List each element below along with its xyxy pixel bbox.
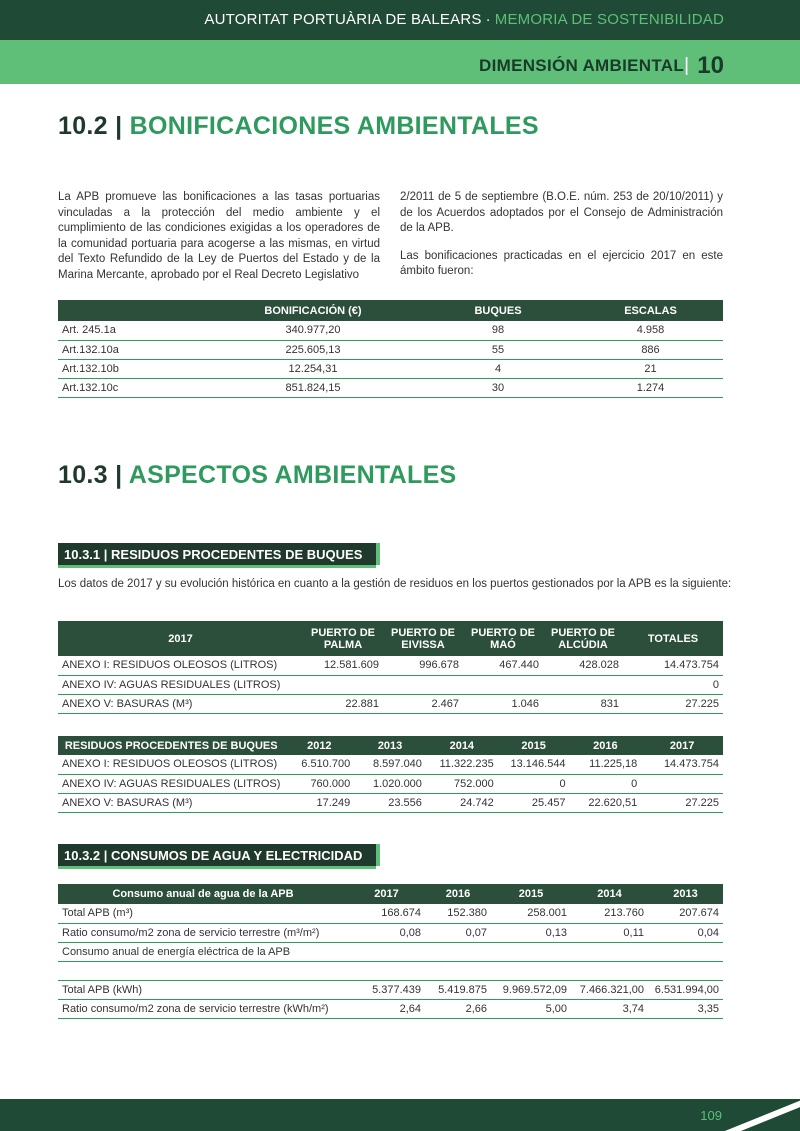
table-cell: 98: [418, 321, 578, 340]
table-cell: [491, 961, 571, 980]
table-cell: 258.001: [491, 904, 571, 923]
table-cell: [58, 961, 348, 980]
table-row: [58, 656, 723, 675]
table-cell: Art.132.10a: [58, 340, 208, 359]
table-cell: 9.969.572,09: [491, 980, 571, 999]
subsection-underline: [58, 565, 376, 568]
table-row: [58, 942, 723, 961]
paragraph-col-2: [400, 190, 723, 280]
table-row: [58, 378, 723, 397]
table-cell: 55: [418, 340, 578, 359]
table-cell: [543, 675, 623, 694]
table-cell: [641, 774, 723, 793]
table-header-cell: RESIDUOS PROCEDENTES DE BUQUES: [58, 736, 284, 755]
table-cell: 12.254,31: [208, 359, 418, 378]
table-cell: 207.674: [648, 904, 723, 923]
table-header-cell: 2017: [641, 736, 723, 755]
table-header-cell: BUQUES: [418, 300, 578, 321]
table-cell: 2,64: [348, 999, 425, 1018]
footer-bar: [0, 1099, 800, 1131]
table-cell: 996.678: [383, 656, 463, 675]
table-cell: 225.605,13: [208, 340, 418, 359]
table-cell: Ratio consumo/m2 zona de servicio terrestre (kWh/m²): [58, 999, 348, 1018]
table-cell: 30: [418, 378, 578, 397]
table-cell: [648, 961, 723, 980]
table-header-cell: Consumo anual de agua de la APB: [58, 884, 348, 904]
residuos-intro: Los datos de 2017 y su evolución histórica en cuanto a la gestión de residuos en los puertos gestionados por la APB es la siguiente:: [58, 578, 732, 590]
table-cell: 7.466.321,00: [571, 980, 648, 999]
table-cell: 760.000: [284, 774, 354, 793]
table-header-cell: ESCALAS: [578, 300, 723, 321]
table-header-cell: PUERTO DE EIVISSA: [383, 621, 463, 656]
table-cell: 6.531.994,00: [648, 980, 723, 999]
table-cell: 6.510.700: [284, 755, 354, 774]
table-cell: 340.977,20: [208, 321, 418, 340]
table-cell: 467.440: [463, 656, 543, 675]
subsection-10-3-2-label: [58, 844, 376, 866]
table-cell: 168.674: [348, 904, 425, 923]
table-header-cell: TOTALES: [623, 621, 723, 656]
table-cell: [491, 942, 571, 961]
page-number: 109: [700, 1108, 722, 1123]
table-cell: ANEXO V: BASURAS (M³): [58, 793, 284, 812]
table-cell: [348, 942, 425, 961]
table-cell: Art.132.10c: [58, 378, 208, 397]
table-header-cell: 2017: [58, 621, 303, 656]
table-cell: 23.556: [354, 793, 426, 812]
table-row: [58, 904, 723, 923]
footer-decoration: [720, 1099, 800, 1131]
table-cell: 14.473.754: [641, 755, 723, 774]
table-row: [58, 675, 723, 694]
table-cell: [348, 961, 425, 980]
table-cell: 1.046: [463, 694, 543, 713]
table-header-cell: 2014: [426, 736, 498, 755]
table-row: [58, 774, 723, 793]
table-cell: 1.020.000: [354, 774, 426, 793]
header-title: [204, 11, 724, 28]
table-cell: 428.028: [543, 656, 623, 675]
table-cell: 4: [418, 359, 578, 378]
table-header-cell: 2017: [348, 884, 425, 904]
table-cell: 0,07: [425, 923, 491, 942]
subsection-10-3-1-label: [58, 543, 376, 565]
table-cell: 8.597.040: [354, 755, 426, 774]
table-cell: 14.473.754: [623, 656, 723, 675]
table-cell: ANEXO IV: AGUAS RESIDUALES (LITROS): [58, 774, 284, 793]
table-cell: 752.000: [426, 774, 498, 793]
table-cell: 2.467: [383, 694, 463, 713]
chapter-title: DIMENSIÓN AMBIENTAL: [479, 56, 684, 75]
table-header-cell: 2012: [284, 736, 354, 755]
table-cell: 21: [578, 359, 723, 378]
section-title: BONIFICACIONES AMBIENTALES: [129, 112, 539, 140]
table-cell: 4.958: [578, 321, 723, 340]
table-row: [58, 694, 723, 713]
table-header-cell: 2016: [570, 736, 642, 755]
table-cell: 25.457: [498, 793, 570, 812]
header-separator: ·: [485, 11, 491, 28]
paragraph-col-2b: Las bonificaciones practicadas en el ejercicio 2017 en este ámbito fueron:: [400, 249, 723, 277]
table-header-cell: 2013: [648, 884, 723, 904]
top-header-bar: [0, 0, 800, 40]
table-cell: 17.249: [284, 793, 354, 812]
table-cell: Total APB (kWh): [58, 980, 348, 999]
table-cell: 3,35: [648, 999, 723, 1018]
table-header-cell: PUERTO DE MAÓ: [463, 621, 543, 656]
table-cell: Art.132.10b: [58, 359, 208, 378]
table-row: [58, 321, 723, 340]
section-10-3-heading: [58, 461, 457, 490]
table-cell: [303, 675, 383, 694]
table-cell: 0,08: [348, 923, 425, 942]
table-cell: 5.419.875: [425, 980, 491, 999]
paragraph-col-2a: 2/2011 de 5 de septiembre (B.O.E. núm. 253 de 20/10/2011) y de los Acuerdos adoptados por el Consejo de Administración de la APB.: [400, 191, 723, 234]
table-cell: 22.881: [303, 694, 383, 713]
subsection-label-text: 10.3.2 | CONSUMOS DE AGUA Y ELECTRICIDAD: [64, 848, 363, 863]
table-cell: 152.380: [425, 904, 491, 923]
header-org: AUTORITAT PORTUÀRIA DE BALEARS: [204, 11, 482, 28]
table-row: [58, 755, 723, 774]
table-cell: 0,11: [571, 923, 648, 942]
chapter-divider: |: [684, 55, 689, 76]
section-number: 10.3 |: [58, 461, 123, 489]
subsection-underline: [58, 866, 376, 869]
table-cell: 27.225: [623, 694, 723, 713]
section-title: ASPECTOS AMBIENTALES: [128, 461, 457, 489]
table-row: [58, 793, 723, 812]
table-row: [58, 980, 723, 999]
table-cell: Art. 245.1a: [58, 321, 208, 340]
section-number: 10.2 |: [58, 112, 123, 140]
table-cell: 27.225: [641, 793, 723, 812]
table-header-cell: 2016: [425, 884, 491, 904]
table-header-cell: 2015: [491, 884, 571, 904]
table-cell: [571, 961, 648, 980]
table-cell: Consumo anual de energía eléctrica de la APB: [58, 942, 348, 961]
table-cell: 12.581.609: [303, 656, 383, 675]
table-cell: 886: [578, 340, 723, 359]
table-cell: ANEXO I: RESIDUOS OLEOSOS (LITROS): [58, 755, 284, 774]
table-row: [58, 999, 723, 1018]
header-memoria: MEMORIA DE SOSTENIBILIDAD: [494, 11, 724, 28]
chapter-bar: [0, 40, 800, 84]
table-cell: 1.274: [578, 378, 723, 397]
table-header-cell: 2015: [498, 736, 570, 755]
table-cell: 831: [543, 694, 623, 713]
residuos-historico-table: [58, 736, 723, 813]
table-cell: [463, 675, 543, 694]
table-cell: Ratio consumo/m2 zona de servicio terrestre (m³/m²): [58, 923, 348, 942]
bonificaciones-table: [58, 300, 723, 398]
table-cell: 5.377.439: [348, 980, 425, 999]
table-cell: ANEXO I: RESIDUOS OLEOSOS (LITROS): [58, 656, 303, 675]
table-header-cell: 2013: [354, 736, 426, 755]
table-cell: 0: [570, 774, 642, 793]
table-row: [58, 923, 723, 942]
table-cell: ANEXO V: BASURAS (M³): [58, 694, 303, 713]
table-cell: [383, 675, 463, 694]
table-cell: Total APB (m³): [58, 904, 348, 923]
table-cell: 0: [623, 675, 723, 694]
table-cell: 5,00: [491, 999, 571, 1018]
subsection-label-text: 10.3.1 | RESIDUOS PROCEDENTES DE BUQUES: [64, 547, 363, 562]
table-header-cell: [58, 300, 208, 321]
table-header-cell: BONIFICACIÓN (€): [208, 300, 418, 321]
table-header-cell: PUERTO DE ALCÚDIA: [543, 621, 623, 656]
table-cell: 0: [498, 774, 570, 793]
section-10-2-heading: [58, 112, 539, 141]
table-cell: [425, 942, 491, 961]
table-cell: 0,04: [648, 923, 723, 942]
table-header-cell: 2014: [571, 884, 648, 904]
table-cell: 213.760: [571, 904, 648, 923]
table-cell: 0,13: [491, 923, 571, 942]
table-cell: 13.146.544: [498, 755, 570, 774]
residuos-2017-table: [58, 621, 723, 714]
table-cell: 11.322.235: [426, 755, 498, 774]
consumos-table: [58, 884, 723, 1019]
table-cell: [425, 961, 491, 980]
table-cell: 2,66: [425, 999, 491, 1018]
table-cell: 3,74: [571, 999, 648, 1018]
table-row: [58, 340, 723, 359]
table-cell: [571, 942, 648, 961]
chapter-number: 10: [697, 52, 724, 79]
table-cell: ANEXO IV: AGUAS RESIDUALES (LITROS): [58, 675, 303, 694]
table-header-cell: PUERTO DE PALMA: [303, 621, 383, 656]
table-cell: [648, 942, 723, 961]
table-cell: 22.620,51: [570, 793, 642, 812]
table-cell: 11.225,18: [570, 755, 642, 774]
table-cell: 24.742: [426, 793, 498, 812]
table-row: [58, 961, 723, 980]
table-cell: 851.824,15: [208, 378, 418, 397]
paragraph-col-1: La APB promueve las bonificaciones a las tasas portuarias vinculadas a la protección del medio ambiente y el cumplimiento de las condiciones exigidas a los operadores de la comunidad portuaria para acogerse a las mismas, en virtud del Texto Refundido de la Ley de Puertos del Estado y de la Marina Mercante, aprobado por el Real Decreto Legislativo: [58, 191, 380, 281]
table-row: [58, 359, 723, 378]
